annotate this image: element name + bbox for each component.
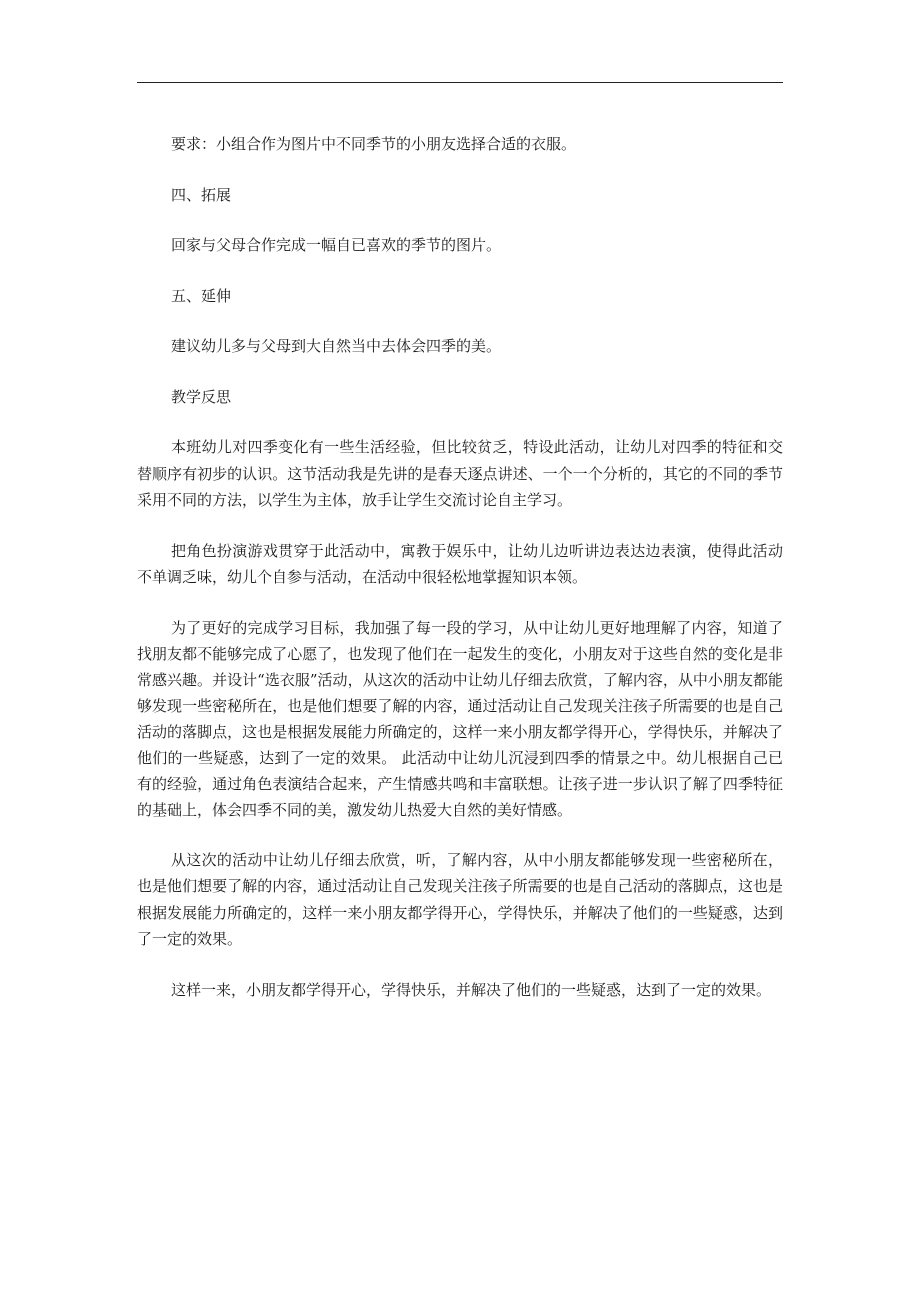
extension-text: 回家与父母合作完成一幅自已喜欢的季节的图片。 xyxy=(171,236,502,254)
continuation-text: 建议幼儿多与父母到大自然当中去体会四季的美。 xyxy=(171,337,502,355)
reflection-paragraph-5: 这样一来，小朋友都学得开心，学得快乐，并解决了他们的一些疑惑，达到了一定的效果。 xyxy=(171,980,772,999)
section-heading-reflection: 教学反思 xyxy=(171,387,232,406)
reflection-paragraph-1: 本班幼儿对四季变化有一些生活经验，但比较贫乏，特设此活动，让幼儿对四季的特征和交替顺序有初步的认识。这节活动我是先讲的是春天逐点讲述、一个一个分析的，其它的不同的季节采用不同的方法，以学生为主体，放手让学生交流讨论自主学习。 xyxy=(137,438,783,509)
reflection-paragraph-3: 为了更好的完成学习目标，我加强了每一段的学习，从中让幼儿更好地理解了内容，知道了找朋友都不能够完成了心愿了，也发现了他们在一起发生的变化，小朋友对于这些自然的变化是非常感兴趣。并设计“选衣服”活动，从这次的活动中让幼儿仔细去欣赏，了解内容，从中小朋友都能够发现一些密秘所在，也是他们想要了解的内容，通过活动让自己发现关注孩子所需要的也是自己活动的落脚点，这也是根据发展能力所确定的，这样一来小朋友都学得开心，学得快乐，并解决了他们的一些疑惑，达到了一定的效果。 此活动中让幼儿沉浸到四季的情景之中。幼儿根据自己已有的经验，通过角色表演结合起来，产生情感共鸣和丰富联想。让孩子进一步认识了解了四季特征的基础上，体会四季不同的美，激发幼儿热爱大自然的美好情感。 xyxy=(137,618,783,819)
reflection-paragraph-2: 把角色扮演游戏贯穿于此活动中，寓教于娱乐中，让幼儿边听讲边表达边表演，使得此活动不单调乏味，幼儿个自参与活动，在活动中很轻松地掌握知识本领。 xyxy=(137,541,783,586)
requirement-line: 要求：小组合作为图片中不同季节的小朋友选择合适的衣服。 xyxy=(171,135,577,153)
section-heading-extension: 四、拓展 xyxy=(171,185,232,204)
reflection-paragraph-4: 从这次的活动中让幼儿仔细去欣赏，听，了解内容，从中小朋友都能够发现一些密秘所在，也是他们想要了解的内容，通过活动让自己发现关注孩子所需要的也是自己活动的落脚点，这也是根据发展能力所确定的，这样一来小朋友都学得开心，学得快乐，并解决了他们的一些疑惑，达到了一定的效果。 xyxy=(137,850,783,948)
document-body xyxy=(137,131,783,1027)
header-rule xyxy=(137,82,783,83)
section-heading-continuation: 五、延伸 xyxy=(171,286,232,305)
